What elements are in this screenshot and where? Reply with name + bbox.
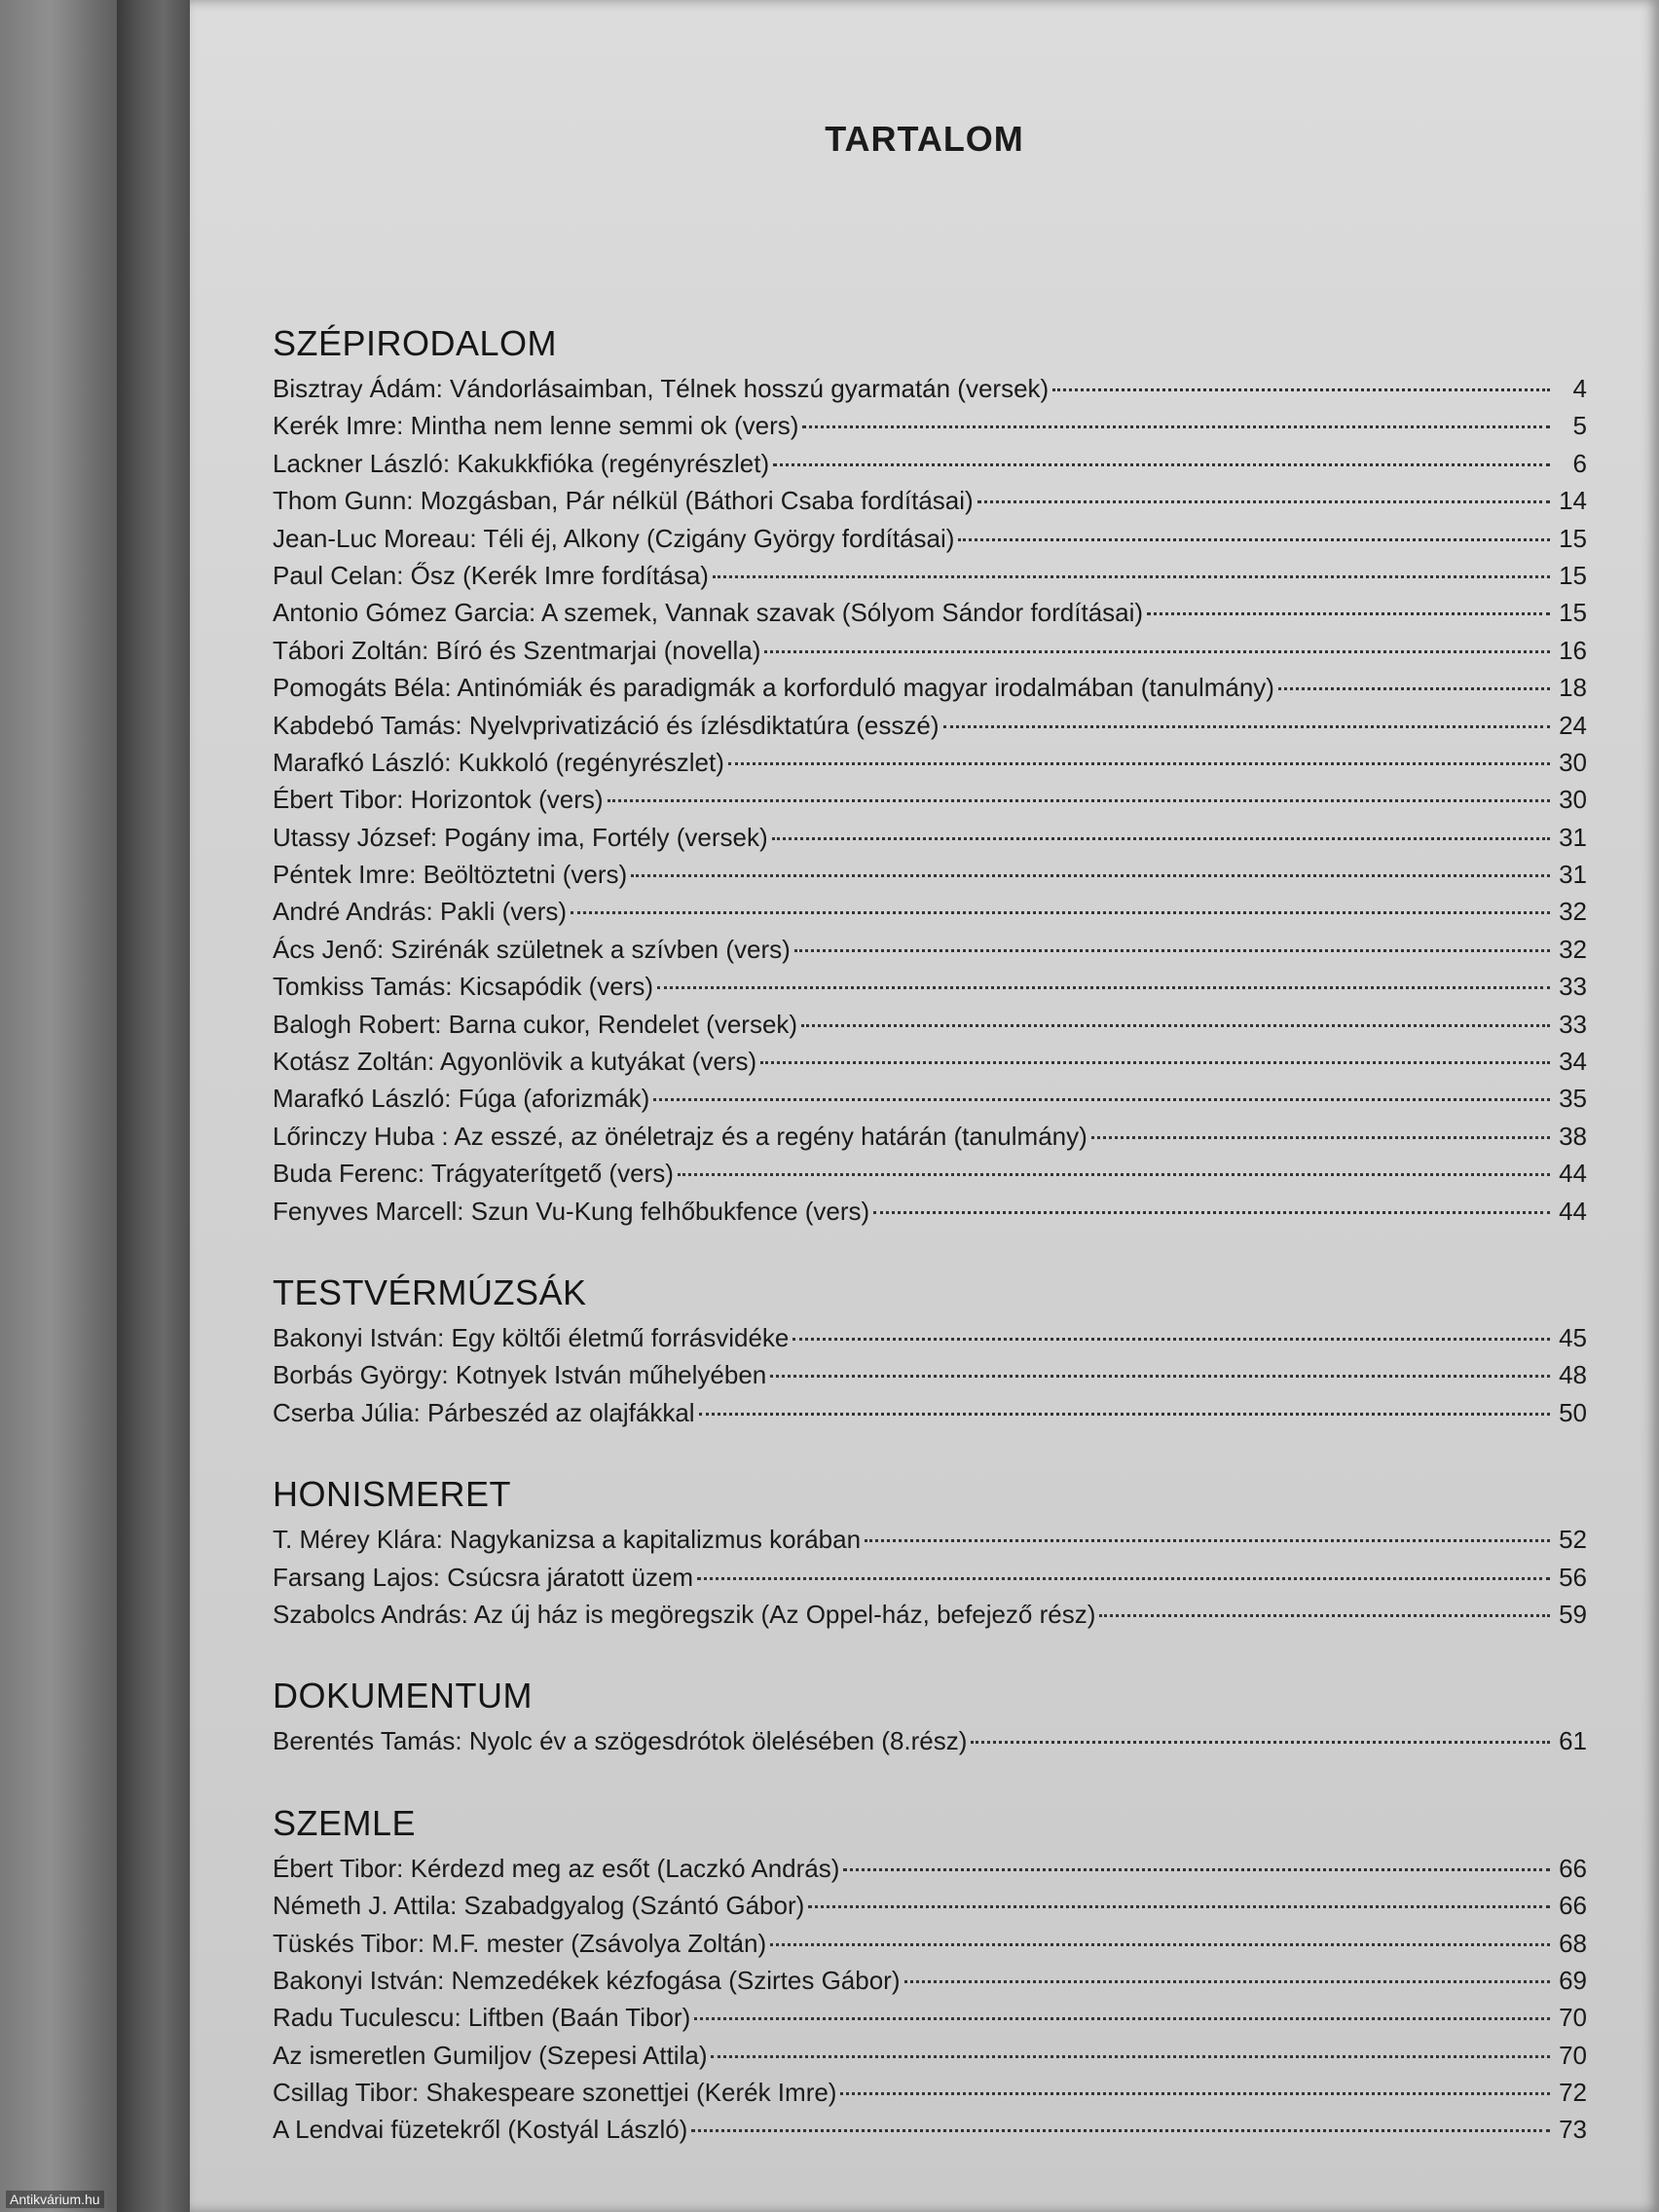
entry-page-number: 30: [1559, 747, 1587, 777]
toc-entry: [273, 781, 1587, 818]
entry-title: Balogh Robert: Barna cukor, Rendelet (versek): [273, 1009, 798, 1039]
entry-page-number: 35: [1559, 1084, 1587, 1114]
entry-page-number: 5: [1572, 411, 1587, 441]
dot-leader: [678, 1173, 1550, 1176]
entry-page-number: 48: [1559, 1360, 1587, 1390]
dot-leader: [764, 650, 1550, 653]
section-heading: TESTVÉRMÚZSÁK: [273, 1272, 587, 1312]
toc-entry: [273, 2111, 1587, 2148]
dot-leader: [699, 1413, 1550, 1416]
toc-entry: [273, 819, 1587, 856]
table-of-contents: [273, 321, 1587, 2149]
entry-title: Marafkó László: Fúga (aforizmák): [273, 1084, 650, 1114]
toc-entry: [273, 893, 1587, 930]
dot-leader: [958, 538, 1550, 541]
entry-title: Pomogáts Béla: Antinómiák és paradigmák a korforduló magyar irodalmában (tanulmány): [273, 673, 1274, 703]
entry-page-number: 70: [1559, 2040, 1587, 2070]
toc-entry: [273, 1722, 1587, 1759]
dot-leader: [772, 837, 1550, 840]
dot-leader: [793, 1338, 1550, 1341]
entry-page-number: 44: [1559, 1159, 1587, 1189]
entry-title: Ébert Tibor: Kérdezd meg az esőt (Laczkó András): [273, 1853, 840, 1883]
entry-page-number: 72: [1559, 2078, 1587, 2108]
entry-title: Fenyves Marcell: Szun Vu-Kung felhőbukfence (vers): [273, 1196, 870, 1226]
toc-entry: [273, 1394, 1587, 1431]
entry-title: Buda Ferenc: Trágyaterítgető (vers): [273, 1159, 674, 1189]
entry-title: Tábori Zoltán: Bíró és Szentmarjai (novella): [273, 635, 761, 665]
entry-title: Ács Jenő: Szirénák születnek a szívben (vers): [273, 934, 791, 964]
dot-leader: [843, 1868, 1550, 1871]
dot-leader: [571, 911, 1550, 914]
entry-title: Bisztray Ádám: Vándorlásaimban, Télnek hosszú gyarmatán (versek): [273, 374, 1050, 403]
entry-title: Jean-Luc Moreau: Téli éj, Alkony (Czigány György fordításai): [273, 523, 955, 553]
entry-title: Kabdebó Tamás: Nyelvprivatizáció és ízlésdiktatúra (esszé): [273, 710, 940, 740]
section-heading: DOKUMENTUM: [273, 1676, 533, 1716]
toc-entry: [273, 744, 1587, 781]
watermark: Antikvárium.hu: [6, 2191, 104, 2208]
dot-leader: [1091, 1136, 1550, 1139]
dot-leader: [770, 1943, 1550, 1946]
entry-page-number: 4: [1572, 374, 1587, 403]
entry-title: Bakonyi István: Egy költői életmű forrásvidéke: [273, 1322, 790, 1352]
entry-page-number: 32: [1559, 897, 1587, 927]
entry-title: Az ismeretlen Gumiljov (Szepesi Attila): [273, 2040, 708, 2070]
toc-entry: [273, 1559, 1587, 1596]
entry-page-number: 66: [1559, 1891, 1587, 1921]
entry-page-number: 14: [1559, 486, 1587, 516]
dot-leader: [801, 1024, 1550, 1027]
dot-leader: [977, 500, 1550, 503]
toc-section: [273, 1271, 1587, 1431]
entry-page-number: 30: [1559, 785, 1587, 815]
toc-entry: [273, 1118, 1587, 1155]
entry-title: Marafkó László: Kukkoló (regényrészlet): [273, 747, 724, 777]
entry-page-number: 34: [1559, 1047, 1587, 1077]
entry-page-number: 15: [1559, 598, 1587, 628]
entry-title: Tomkiss Tamás: Kicsapódik (vers): [273, 972, 654, 1002]
dot-leader: [808, 1905, 1550, 1908]
dot-leader: [1147, 612, 1550, 615]
entry-title: Antonio Gómez Garcia: A szemek, Vannak szavak (Sólyom Sándor fordításai): [273, 598, 1144, 628]
entry-page-number: 52: [1559, 1525, 1587, 1555]
toc-entry: [273, 1006, 1587, 1043]
entry-page-number: 68: [1559, 1928, 1587, 1958]
dot-leader: [711, 2055, 1550, 2058]
dot-leader: [971, 1741, 1550, 1744]
toc-entry: [273, 707, 1587, 744]
toc-entry: [273, 1043, 1587, 1080]
toc-entry: [273, 1887, 1587, 1924]
dot-leader: [865, 1539, 1550, 1542]
entry-page-number: 44: [1559, 1196, 1587, 1226]
entry-page-number: 45: [1559, 1322, 1587, 1352]
toc-entry: [273, 1080, 1587, 1117]
entry-page-number: 33: [1559, 1009, 1587, 1039]
dot-leader: [713, 575, 1550, 578]
dot-leader: [608, 799, 1550, 802]
section-heading: SZEMLE: [273, 1802, 417, 1843]
dot-leader: [794, 949, 1550, 952]
dot-leader: [1052, 388, 1550, 391]
entry-page-number: 56: [1559, 1562, 1587, 1592]
toc-entry: [273, 1193, 1587, 1230]
dot-leader: [691, 2129, 1550, 2132]
entry-title: Thom Gunn: Mozgásban, Pár nélkül (Báthori Csaba fordításai): [273, 486, 974, 516]
book-cover-background: [0, 0, 127, 2212]
entry-page-number: 15: [1559, 523, 1587, 553]
dot-leader: [904, 1980, 1550, 1983]
entry-page-number: 50: [1559, 1397, 1587, 1427]
toc-entry: [273, 1850, 1587, 1887]
dot-leader: [840, 2092, 1550, 2095]
entry-title: Berentés Tamás: Nyolc év a szögesdrótok ölelésében (8.rész): [273, 1726, 968, 1756]
toc-entry: [273, 1596, 1587, 1633]
entry-page-number: 61: [1559, 1726, 1587, 1756]
dot-leader: [770, 1375, 1550, 1378]
entry-title: André András: Pakli (vers): [273, 897, 568, 927]
toc-entry: [273, 1521, 1587, 1558]
dot-leader: [728, 762, 1550, 765]
entry-title: Borbás György: Kotnyek István műhelyében: [273, 1360, 767, 1390]
entry-page-number: 70: [1559, 2003, 1587, 2033]
dot-leader: [694, 2017, 1550, 2020]
toc-entry: [273, 669, 1587, 706]
entry-title: Szabolcs András: Az új ház is megöregszik (Az Oppel-ház, befejező rész): [273, 1599, 1096, 1629]
toc-section: [273, 1801, 1587, 2149]
entry-page-number: 38: [1559, 1121, 1587, 1151]
entry-page-number: 15: [1559, 560, 1587, 590]
dot-leader: [943, 725, 1551, 728]
entry-title: Radu Tuculescu: Liftben (Baán Tibor): [273, 2003, 691, 2033]
toc-entry: [273, 1155, 1587, 1192]
entry-page-number: 32: [1559, 934, 1587, 964]
entry-title: Tüskés Tibor: M.F. mester (Zsávolya Zoltán): [273, 1928, 767, 1958]
entry-title: Farsang Lajos: Csúcsra járatott üzem: [273, 1562, 694, 1592]
book-binding-edge: [117, 0, 195, 2212]
dot-leader: [653, 1098, 1550, 1101]
toc-entry: [273, 520, 1587, 557]
entry-page-number: 31: [1559, 822, 1587, 852]
toc-entry: [273, 632, 1587, 669]
section-heading: HONISMERET: [273, 1474, 512, 1515]
toc-entry: [273, 1356, 1587, 1393]
toc-entry: [273, 1925, 1587, 1962]
toc-entry: [273, 594, 1587, 631]
dot-leader: [657, 986, 1550, 989]
entry-title: Péntek Imre: Beöltöztetni (vers): [273, 860, 628, 890]
dot-leader: [631, 874, 1550, 877]
entry-page-number: 73: [1559, 2115, 1587, 2145]
toc-entry: [273, 370, 1587, 407]
toc-entry: [273, 407, 1587, 444]
dot-leader: [1099, 1614, 1550, 1617]
entry-title: Lackner László: Kakukkfióka (regényrészlet): [273, 448, 770, 478]
dot-leader: [873, 1211, 1550, 1214]
entry-page-number: 6: [1572, 448, 1587, 478]
toc-section: [273, 1472, 1587, 1633]
toc-entry: [273, 968, 1587, 1005]
entry-title: Kotász Zoltán: Agyonlövik a kutyákat (vers): [273, 1047, 757, 1077]
entry-title: Csillag Tibor: Shakespeare szonettjei (Kerék Imre): [273, 2078, 837, 2108]
entry-page-number: 16: [1559, 635, 1587, 665]
toc-entry: [273, 445, 1587, 482]
dot-leader: [697, 1577, 1550, 1580]
entry-page-number: 24: [1559, 710, 1587, 740]
dot-leader: [773, 463, 1550, 466]
entry-page-number: 33: [1559, 972, 1587, 1002]
entry-page-number: 59: [1559, 1599, 1587, 1629]
entry-title: Németh J. Attila: Szabadgyalog (Szántó Gábor): [273, 1891, 805, 1921]
entry-title: Lőrinczy Huba : Az esszé, az önéletrajz és a regény határán (tanulmány): [273, 1121, 1088, 1151]
entry-title: Ébert Tibor: Horizontok (vers): [273, 785, 604, 815]
page-title: TARTALOM: [825, 119, 1024, 159]
toc-entry: [273, 1999, 1587, 2036]
toc-entry: [273, 557, 1587, 594]
toc-entry: [273, 1962, 1587, 1999]
toc-entry: [273, 2037, 1587, 2074]
toc-section: [273, 321, 1587, 1230]
entry-page-number: 18: [1559, 673, 1587, 703]
entry-title: A Lendvai füzetekről (Kostyál László): [273, 2115, 688, 2145]
entry-title: Bakonyi István: Nemzedékek kézfogása (Szirtes Gábor): [273, 1965, 901, 1995]
dot-leader: [760, 1061, 1550, 1064]
toc-section: [273, 1674, 1587, 1759]
entry-title: Kerék Imre: Mintha nem lenne semmi ok (vers): [273, 411, 799, 441]
dot-leader: [802, 425, 1550, 428]
section-heading: SZÉPIRODALOM: [273, 323, 558, 363]
toc-entry: [273, 482, 1587, 519]
entry-title: T. Mérey Klára: Nagykanizsa a kapitalizmus korában: [273, 1525, 862, 1555]
toc-entry: [273, 856, 1587, 893]
entry-title: Utassy József: Pogány ima, Fortély (versek): [273, 822, 768, 852]
entry-title: Cserba Júlia: Párbeszéd az olajfákkal: [273, 1397, 695, 1427]
toc-entry: [273, 2074, 1587, 2111]
toc-entry: [273, 1319, 1587, 1356]
entry-page-number: 66: [1559, 1853, 1587, 1883]
entry-page-number: 69: [1559, 1965, 1587, 1995]
toc-entry: [273, 931, 1587, 968]
entry-page-number: 31: [1559, 860, 1587, 890]
entry-title: Paul Celan: Ősz (Kerék Imre fordítása): [273, 560, 709, 590]
dot-leader: [1278, 687, 1550, 690]
